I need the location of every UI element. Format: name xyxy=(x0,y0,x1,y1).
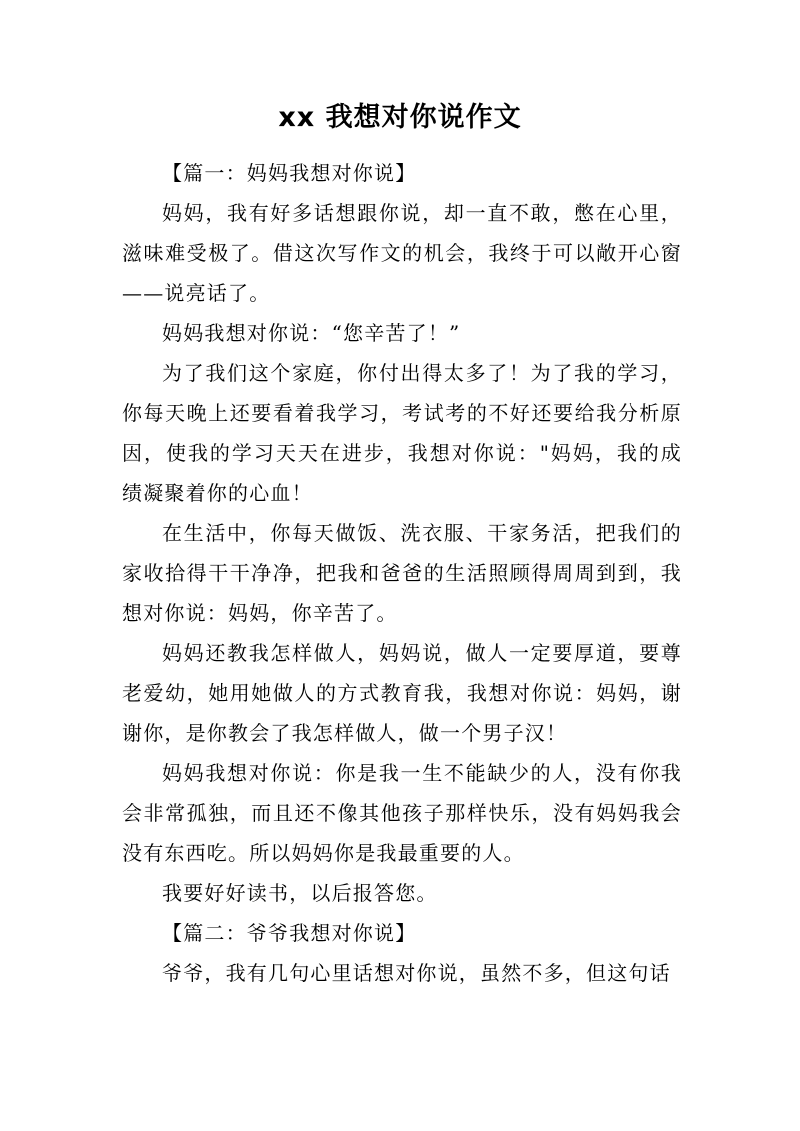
paragraph: 爷爷，我有几句心里话想对你说，虽然不多，但这句话 xyxy=(162,961,671,985)
paragraph: 为了我们这个家庭，你付出得太多了！为了我的学习，你每天晚上还要看着我学习，考试考的不好还要给我分析原因，使我的学习天天在进步，我想对你说："妈妈，我的成绩凝聚着你的心血！ xyxy=(122,361,682,505)
paragraph: 妈妈还教我怎样做人，妈妈说，做人一定要厚道，要尊老爱幼，她用她做人的方式教育我，我想对你说：妈妈，谢谢你，是你教会了我怎样做人，做一个男子汉！ xyxy=(122,641,682,745)
section-heading: 【篇一：妈妈我想对你说】 xyxy=(162,161,417,185)
section-heading: 【篇二：爷爷我想对你说】 xyxy=(162,921,417,945)
paragraph: 妈妈我想对你说：“您辛苦了！” xyxy=(162,321,461,345)
paragraph: 我要好好读书，以后报答您。 xyxy=(162,881,438,905)
document-body xyxy=(122,153,682,993)
paragraph: 妈妈我想对你说：你是我一生不能缺少的人，没有你我会非常孤独，而且还不像其他孩子那样快乐，没有妈妈我会没有东西吃。所以妈妈你是我最重要的人。 xyxy=(122,761,682,865)
paragraph: 妈妈，我有好多话想跟你说，却一直不敢，憋在心里，滋味难受极了。借这次写作文的机会，我终于可以敞开心窗——说亮话了。 xyxy=(122,201,682,305)
document-title: xx 我想对你说作文 xyxy=(278,102,522,133)
paragraph: 在生活中，你每天做饭、洗衣服、干家务活，把我们的家收拾得干干净净，把我和爸爸的生活照顾得周周到到，我想对你说：妈妈，你辛苦了。 xyxy=(122,521,682,625)
